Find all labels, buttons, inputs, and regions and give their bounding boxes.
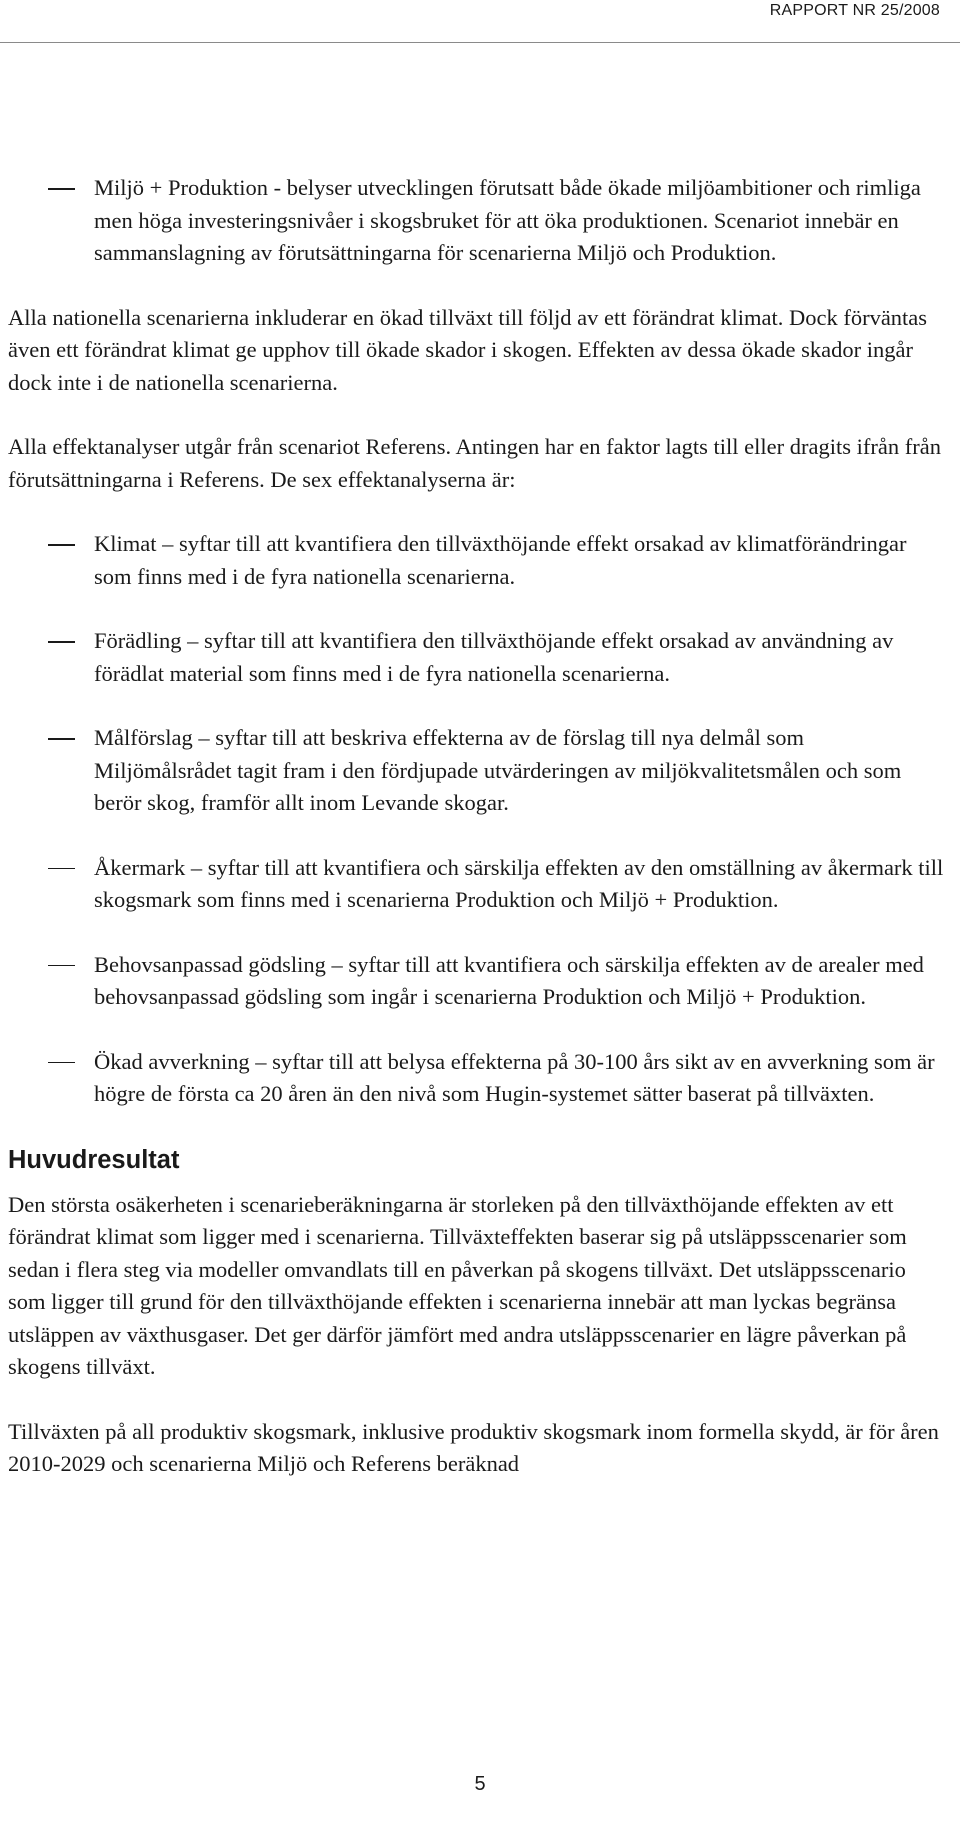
effect-analysis-text: Målförslag – syftar till att beskriva effekterna av de förslag till nya delmål som Miljömålsrådet tagit fram i den fördjupade utvärderingen av miljökvalitetsmålen och som berör skog, framför allt inom Levande skogar. <box>94 725 902 815</box>
dash-bullet <box>48 868 75 870</box>
effect-analysis-item-godsling <box>8 949 944 1014</box>
scenario-list-item <box>8 172 944 270</box>
dash-bullet <box>48 544 75 546</box>
main-results-paragraph-2: Tillväxten på all produktiv skogsmark, inklusive produktiv skogsmark inom formella skydd, är för åren 2010-2029 och scenarierna Miljö och Referens beräknad <box>8 1418 939 1476</box>
effect-analysis-item-klimat <box>8 528 944 593</box>
effect-analysis-text: Behovsanpassad gödsling – syftar till att kvantifiera och särskilja effekten av de arealer med behovsanpassad gödsling som ingår i scenarierna Produktion och Miljö + Produktion. <box>94 951 924 1009</box>
scenario-item-text: Miljö + Produktion - belyser utvecklingen förutsatt både ökade miljöambitioner och rimliga men höga investeringsnivåer i skogsbruket för att öka produktionen. Scenariot innebär en sammanslagning av förutsättningarna för scenarierna Miljö och Produktion. <box>94 175 921 265</box>
document-body <box>8 172 944 1513</box>
main-results-paragraph-1: Den största osäkerheten i scenarieberäkningarna är storleken på den tillväxthöjande effekten av ett förändrat klimat som ligger med i scenarierna. Tillväxteffekten baserar sig på utsläppsscenarier som sedan i flera steg via modeller omvandlats till en påverkan på skogens tillväxt. Det utsläppsscenario som ligger till grund för den tillväxthöjande effekten i scenarierna innebär att man lyckas begränsa utsläppen av växthusgaser. Det ger därför jämfört med andra utsläppsscenarier en lägre påverkan på skogens tillväxt. <box>8 1191 907 1379</box>
dash-bullet <box>48 1062 75 1064</box>
page-number: 5 <box>474 1773 486 1795</box>
climate-paragraph: Alla nationella scenarierna inkluderar en ökad tillväxt till följd av ett förändrat klimat. Dock förväntas även ett förändrat klimat ge upphov till ökade skador i skogen. Effekten av dessa ökade skador ingår dock inte i de nationella scenarierna. <box>8 304 928 395</box>
effect-analysis-text: Förädling – syftar till att kvantifiera den tillväxthöjande effekt orsakad av användning av förädlat material som finns med i de fyra nationella scenarierna. <box>94 628 894 686</box>
effect-analysis-item-avverkning <box>8 1046 944 1111</box>
report-number-header: RAPPORT NR 25/2008 <box>769 2 940 19</box>
dash-bullet <box>48 965 75 967</box>
effect-analyses-intro: Alla effektanalyser utgår från scenariot Referens. Antingen har en faktor lagts till eller dragits ifrån från förutsättningarna i Referens. De sex effektanalyserna är: <box>8 434 941 492</box>
effect-analysis-item-akermark <box>8 852 944 917</box>
section-heading-huvudresultat: Huvudresultat <box>8 1145 180 1174</box>
effect-analysis-item-foradling <box>8 625 944 690</box>
header-divider <box>0 42 960 43</box>
effect-analysis-item-malforslag <box>8 722 944 820</box>
dash-bullet <box>48 188 75 190</box>
effect-analyses-list <box>8 528 944 1111</box>
dash-bullet <box>48 641 75 643</box>
effect-analysis-text: Åkermark – syftar till att kvantifiera och särskilja effekten av den omställning av åkermark till skogsmark som finns med i scenarierna Produktion och Miljö + Produktion. <box>94 854 944 912</box>
dash-bullet <box>48 738 75 740</box>
effect-analysis-text: Ökad avverkning – syftar till att belysa effekterna på 30-100 års sikt av en avverkning som är högre de första ca 20 åren än den nivå som Hugin-systemet sätter baserat på tillväxten. <box>94 1048 935 1106</box>
effect-analysis-text: Klimat – syftar till att kvantifiera den tillväxthöjande effekt orsakad av klimatförändringar som finns med i de fyra nationella scenarierna. <box>94 531 907 589</box>
